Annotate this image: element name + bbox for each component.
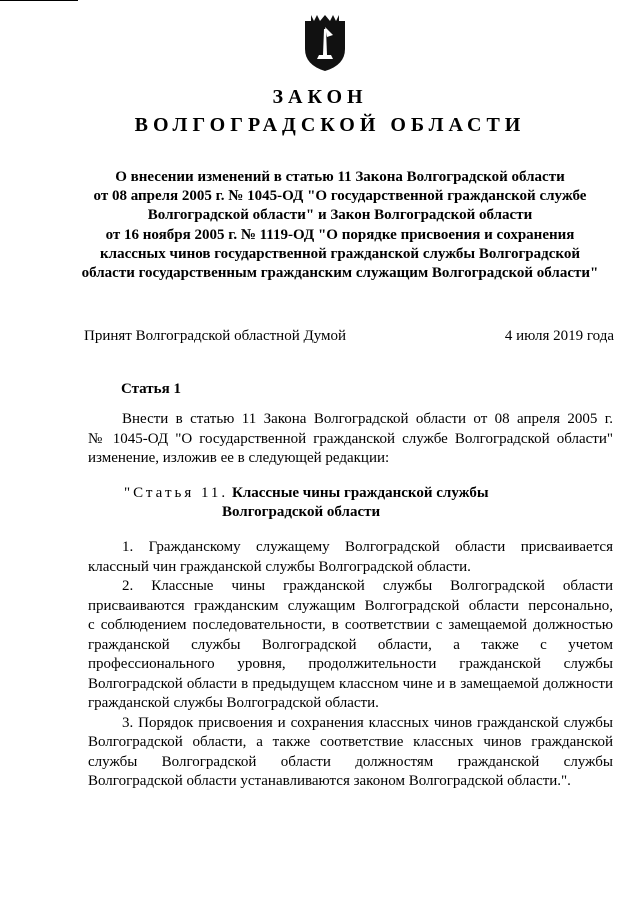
subject-line: области государственным гражданским служащим Волгоградской области": [81, 265, 599, 282]
article-11-title-line: Классные чины гражданской службы: [231, 485, 489, 501]
article-11-heading: [124, 484, 489, 522]
region-title: ВОЛГОГРАДСКОЙ ОБЛАСТИ: [134, 114, 526, 136]
adopted-date: 4 июля 2019 года: [504, 328, 614, 344]
subject-line: от 16 ноября 2005 г. № 1119-ОД "О порядке присвоения и сохранения: [105, 226, 575, 243]
adoption-line: [84, 328, 614, 346]
item-line: классный чин гражданской службы Волгоградской области.: [88, 558, 471, 575]
intro-line: изменение, изложив ее в следующей редакции:: [88, 450, 390, 466]
item-line: 1. Гражданскому служащему Волгоградской области присваивается: [122, 539, 613, 555]
law-subject: [70, 168, 610, 283]
top-edge-rule: [0, 0, 78, 1]
item-line: гражданской службы Волгоградской области, а также с учетом: [88, 636, 613, 653]
adopted-by: Принят Волгоградской областной Думой: [84, 328, 347, 344]
article-11-prefix: "Статья 11.: [124, 485, 229, 501]
article-11-title-line: Волгоградской области: [222, 504, 381, 520]
intro-line: Внести в статью 11 Закона Волгоградской области от 08 апреля 2005 г.: [122, 411, 613, 427]
subject-line: классных чинов государственной гражданской службы Волгоградской: [100, 245, 580, 262]
intro-line: № 1045-ОД "О государственной гражданской службе Волгоградской области": [88, 430, 613, 447]
item-line: Волгоградской области, а также соответствие классных чинов гражданской: [88, 734, 613, 750]
article-heading: Статья 1: [121, 381, 181, 397]
item-line: 2. Классные чины гражданской службы Волгоградской области: [122, 578, 613, 594]
item-line: 3. Порядок присвоения и сохранения классных чинов гражданской службы: [122, 714, 613, 731]
item-line: Волгоградской области устанавливаются законом Волгоградской области.".: [88, 773, 571, 789]
subject-line: О внесении изменений в статью 11 Закона Волгоградской области: [115, 169, 565, 185]
article-intro: [88, 410, 613, 469]
item-line: с соблюдением последовательности, в соответствии с замещаемой должностью: [88, 617, 613, 633]
coat-of-arms-emblem: [302, 15, 348, 73]
item-line: службы Волгоградской области должностям гражданской службы: [88, 753, 613, 770]
item-line: гражданской службы Волгоградской области.: [88, 695, 379, 711]
subject-line: Волгоградской области" и Закон Волгоградской области: [147, 207, 533, 224]
subject-line: от 08 апреля 2005 г. № 1045-ОД "О государственной гражданской службе: [93, 188, 587, 205]
item-line: присваиваются гражданским служащим Волгоградской области персонально,: [88, 597, 613, 614]
article-11-items: [88, 538, 613, 792]
item-line: Волгоградской области в предыдущем классном чине и в замещаемой должности: [88, 675, 613, 692]
document-type-title: ЗАКОН: [272, 86, 368, 108]
item-line: профессионального уровня, продолжительности гражданской службы: [88, 656, 613, 672]
